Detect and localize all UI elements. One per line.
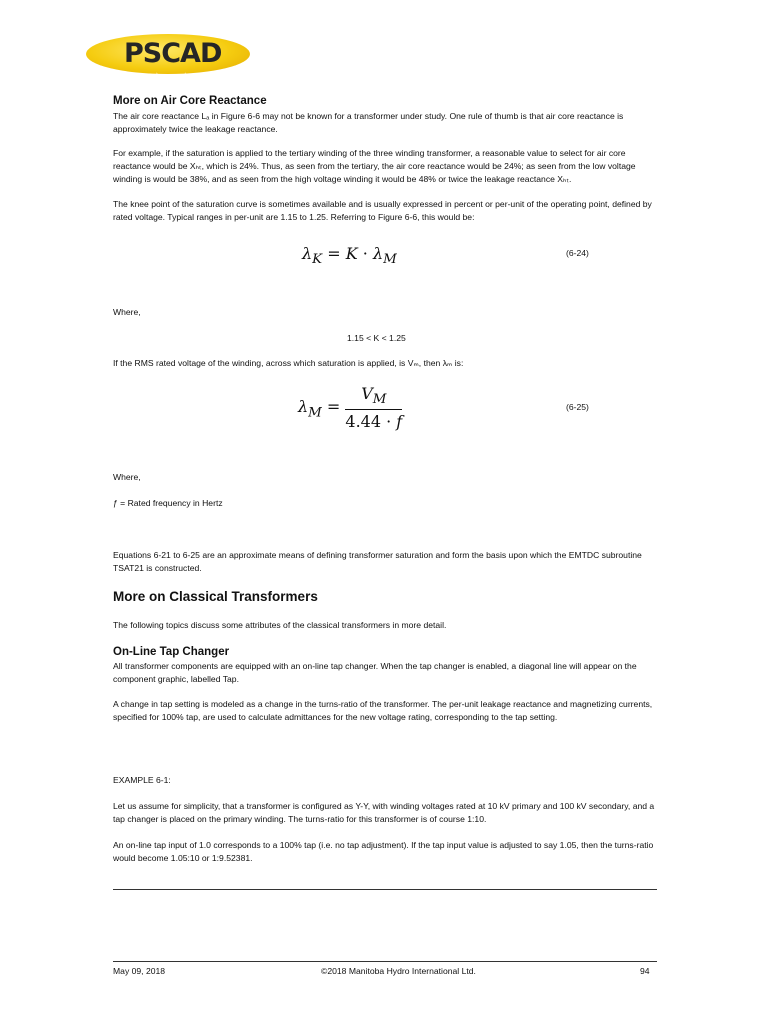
pscad-logo xyxy=(86,30,250,80)
footer-copyright: ©2018 Manitoba Hydro International Ltd. xyxy=(321,966,476,976)
eq2-v: V xyxy=(361,384,373,403)
eq2-constant: 4.44 · xyxy=(345,412,397,432)
content-end-rule xyxy=(113,889,657,890)
k-range: 1.15 < K < 1.25 xyxy=(347,333,406,343)
eq1-dot: · xyxy=(362,244,368,263)
paragraph-tap-1: All transformer components are equipped with an on-line tap changer. When the tap changer is enabled, a diagonal line will appear on the component graphic, labelled Tap. xyxy=(113,661,637,684)
paragraph-rms-voltage: If the RMS rated voltage of the winding, across which saturation is applied, is Vₘ, then λₘ is: xyxy=(113,358,464,368)
eq2-denominator xyxy=(345,410,402,431)
footer-rule xyxy=(113,961,657,962)
paragraph-example-2: An on-line tap input of 1.0 corresponds to a 100% tap (i.e. no tap adjustment). If the tap input value is adjusted to say 1.05, then the turns-ratio would become 1.05:10 or 1:9.52381. xyxy=(113,840,654,863)
eq2-lambda: λ xyxy=(298,397,309,417)
equation-6-24 xyxy=(302,244,397,267)
logo-text: PSCAD xyxy=(124,38,222,69)
eq2-f: f xyxy=(396,412,403,432)
where-label-2: Where, xyxy=(113,472,141,482)
footer-page-number: 94 xyxy=(640,966,650,976)
paragraph-equations-summary: Equations 6-21 to 6-25 are an approximate means of defining transformer saturation and form the basis upon which the EMTDC subroutine TSAT21 is constructed. xyxy=(113,550,642,573)
eq1-sub-m: M xyxy=(383,252,397,268)
paragraph-classical: The following topics discuss some attributes of the classical transformers in more detail. xyxy=(113,620,447,630)
footer-date: May 09, 2018 xyxy=(113,966,166,976)
heading-air-core: More on Air Core Reactance xyxy=(113,95,267,107)
eq2-sub-m: M xyxy=(308,405,322,421)
eq1-sub-k: K xyxy=(312,252,323,268)
paragraph-example-1: Let us assume for simplicity, that a transformer is configured as Y-Y, with winding voltages rated at 10 kV primary and 100 kV secondary, and a tap changer is placed on the primary winding. The turns-ratio for this transformer is of course 1:10. xyxy=(113,801,655,824)
example-label: EXAMPLE 6-1: xyxy=(113,775,171,785)
equation-6-25 xyxy=(298,384,402,431)
eq1-lambda: λ xyxy=(302,244,313,263)
eq1-lambda-m: λ xyxy=(372,244,384,263)
eq1-k: K xyxy=(345,244,358,263)
paragraph-air-core-2: For example, if the saturation is applied to the tertiary winding of the three winding transformer, a reasonable value to select for air core reactance would be Xₕₜ, which is 24%. Thus, as seen from the tertiary, the air core reactance would be 24%; as seen from the low voltage winding is would be 38%, and as seen from the high voltage winding it would be 48% or twice the leakage reactance Xₕₜ. xyxy=(113,148,636,184)
where-label-1: Where, xyxy=(113,307,141,317)
paragraph-tap-2: A change in tap setting is modeled as a change in the turns-ratio of the transformer. The per-unit leakage reactance and magnetizing currents, specified for 100% tap, are used to calculate admittances for the new voltage rating, corresponding to the tap setting. xyxy=(113,699,653,722)
equation-number-6-25: (6-25) xyxy=(566,402,589,412)
paragraph-air-core-1: The air core reactance Lₐ in Figure 6-6 may not be known for a transformer under study. One rule of thumb is that air core reactance is approximately twice the leakage reactance. xyxy=(113,111,624,134)
heading-classical-transformers: More on Classical Transformers xyxy=(113,589,318,604)
eq2-equals: = xyxy=(326,397,341,417)
equation-number-6-24: (6-24) xyxy=(566,248,589,258)
eq2-v-sub: M xyxy=(372,392,387,408)
f-definition: ƒ = Rated frequency in Hertz xyxy=(113,498,223,508)
paragraph-knee-point: The knee point of the saturation curve is sometimes available and is usually expressed in percent or per-unit of the operating point, defined by rated voltage. Typical ranges in per-unit are 1.15 to 1.25. Referring to Figure 6-6, this would be: xyxy=(113,199,652,222)
heading-tap-changer: On-Line Tap Changer xyxy=(113,646,230,658)
eq1-equals: = xyxy=(327,244,341,263)
logo-swoosh xyxy=(156,66,186,78)
eq2-fraction xyxy=(345,384,402,431)
eq2-numerator xyxy=(345,384,402,410)
